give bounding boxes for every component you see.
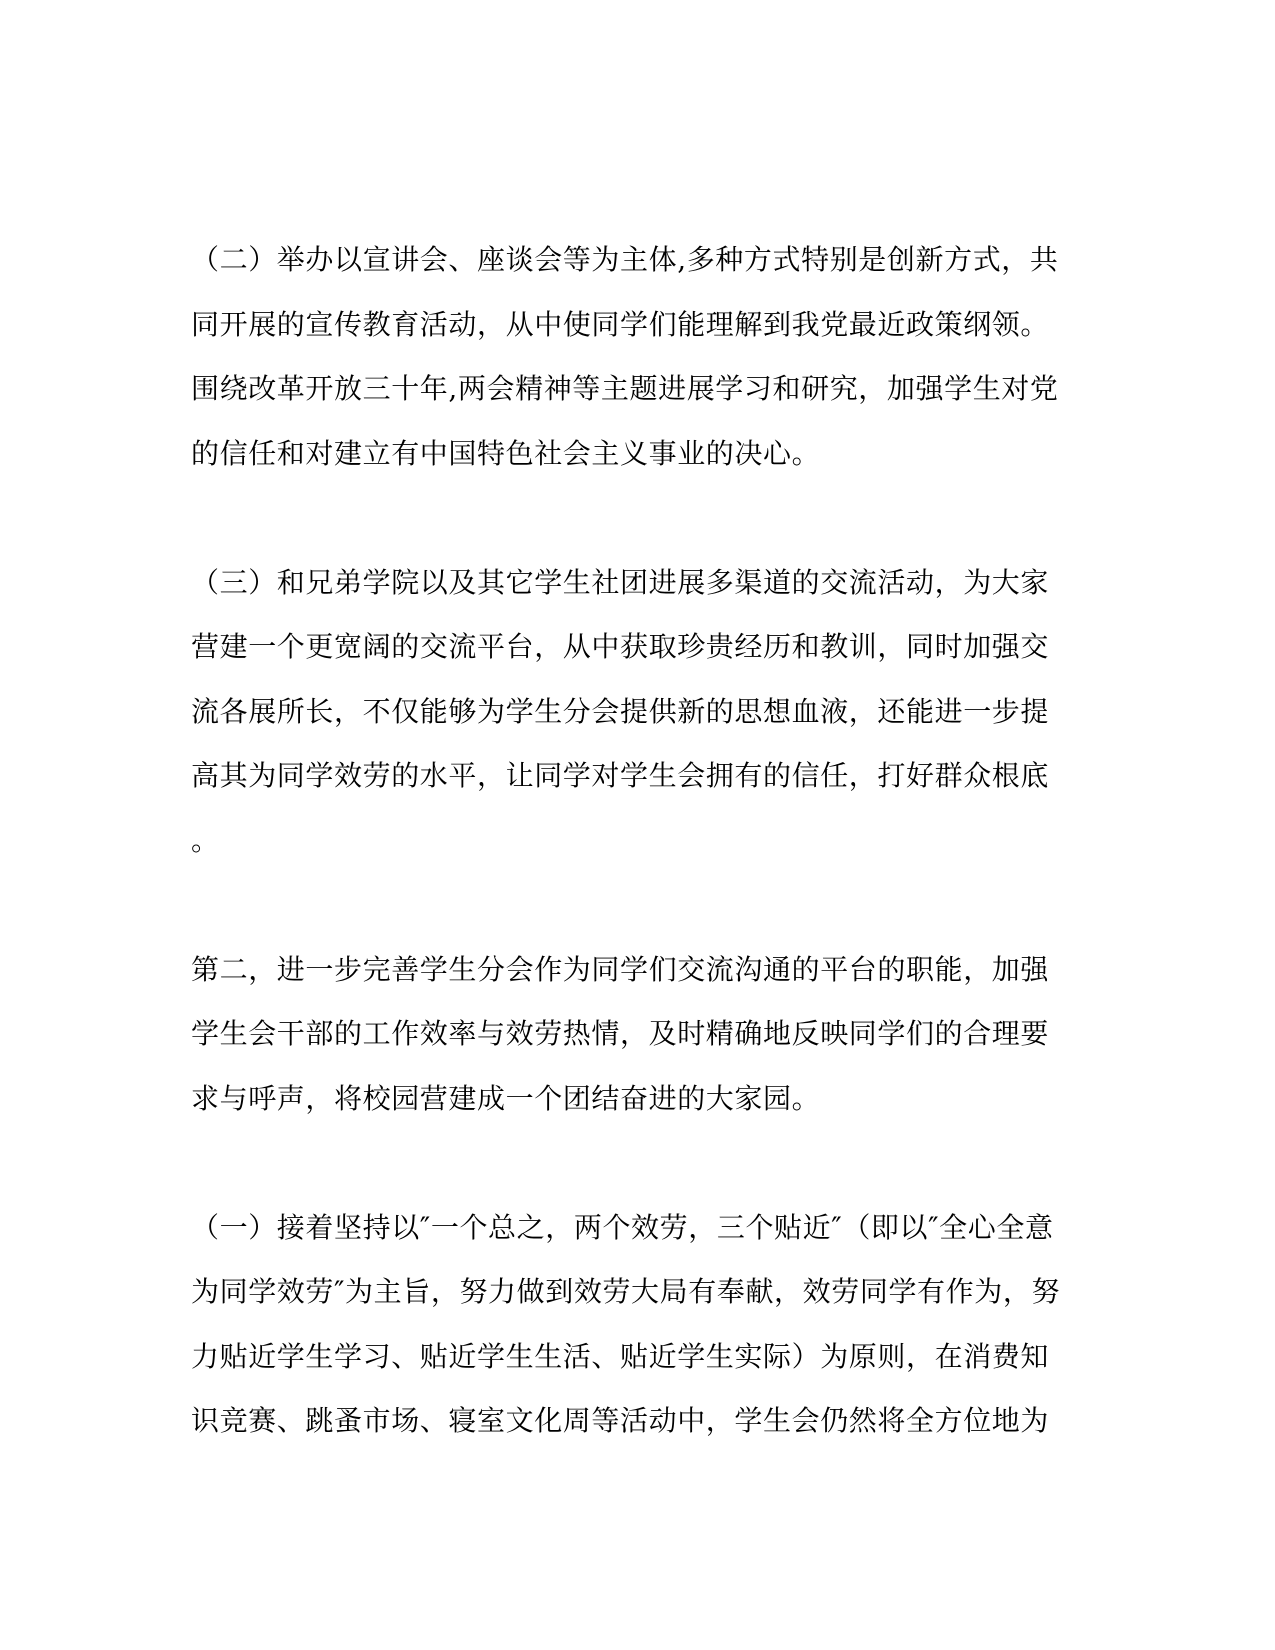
- text-line: 第二，进一步完善学生分会作为同学们交流沟通的平台的职能，加强: [191, 952, 1050, 986]
- paragraph-spacer: [191, 486, 1081, 551]
- text-line: 求与呼声，将校园营建成一个团结奋进的大家园。: [191, 1081, 821, 1115]
- text-line: 学生会干部的工作效率与效劳热情，及时精确地反映同学们的合理要: [191, 1017, 1050, 1050]
- text-line: 营建一个更宽阔的交流平台，从中获取珍贵经历和教训，同时加强交: [191, 630, 1050, 663]
- text-line: 力贴近学生学习、贴近学生生活、贴近学生实际）为原则，在消费知: [191, 1339, 1050, 1373]
- text-line: 高其为同学效劳的水平，让同学对学生会拥有的信任，打好群众根底: [191, 759, 1050, 792]
- paragraph-2-propaganda: [191, 228, 1081, 486]
- text-line: 为同学效劳″为主旨，努力做到效劳大局有奉献，效劳同学有作为，努: [191, 1275, 1061, 1308]
- text-line: 围绕改革开放三十年,两会精神等主题进展学习和研究，加强学生对党: [191, 372, 1059, 405]
- text-line: （三）和兄弟学院以及其它学生社团进展多渠道的交流活动，为大家: [191, 565, 1050, 599]
- text-line: 识竞赛、跳蚤市场、寝室文化周等活动中，学生会仍然将全方位地为: [191, 1404, 1050, 1437]
- text-line: （一）接着坚持以″一个总之，两个效劳，三个贴近″（即以″全心全意: [191, 1210, 1054, 1244]
- document-body: [191, 228, 1081, 1454]
- text-line: 的信任和对建立有中国特色社会主义事业的决心。: [191, 436, 821, 470]
- paragraph-1-service: [191, 1196, 1081, 1454]
- paragraph-3-exchange: [191, 551, 1081, 874]
- text-line: （二）举办以宣讲会、座谈会等为主体,多种方式特别是创新方式，共: [191, 243, 1059, 276]
- text-line: 。: [191, 823, 220, 857]
- text-line: 流各展所长，不仅能够为学生分会提供新的思想血液，还能进一步提: [191, 694, 1050, 728]
- text-line: 同开展的宣传教育活动，从中使同学们能理解到我党最近政策纲领。: [191, 307, 1050, 341]
- paragraph-spacer: [191, 1131, 1081, 1196]
- paragraph-spacer: [191, 873, 1081, 938]
- paragraph-second-point: [191, 938, 1081, 1132]
